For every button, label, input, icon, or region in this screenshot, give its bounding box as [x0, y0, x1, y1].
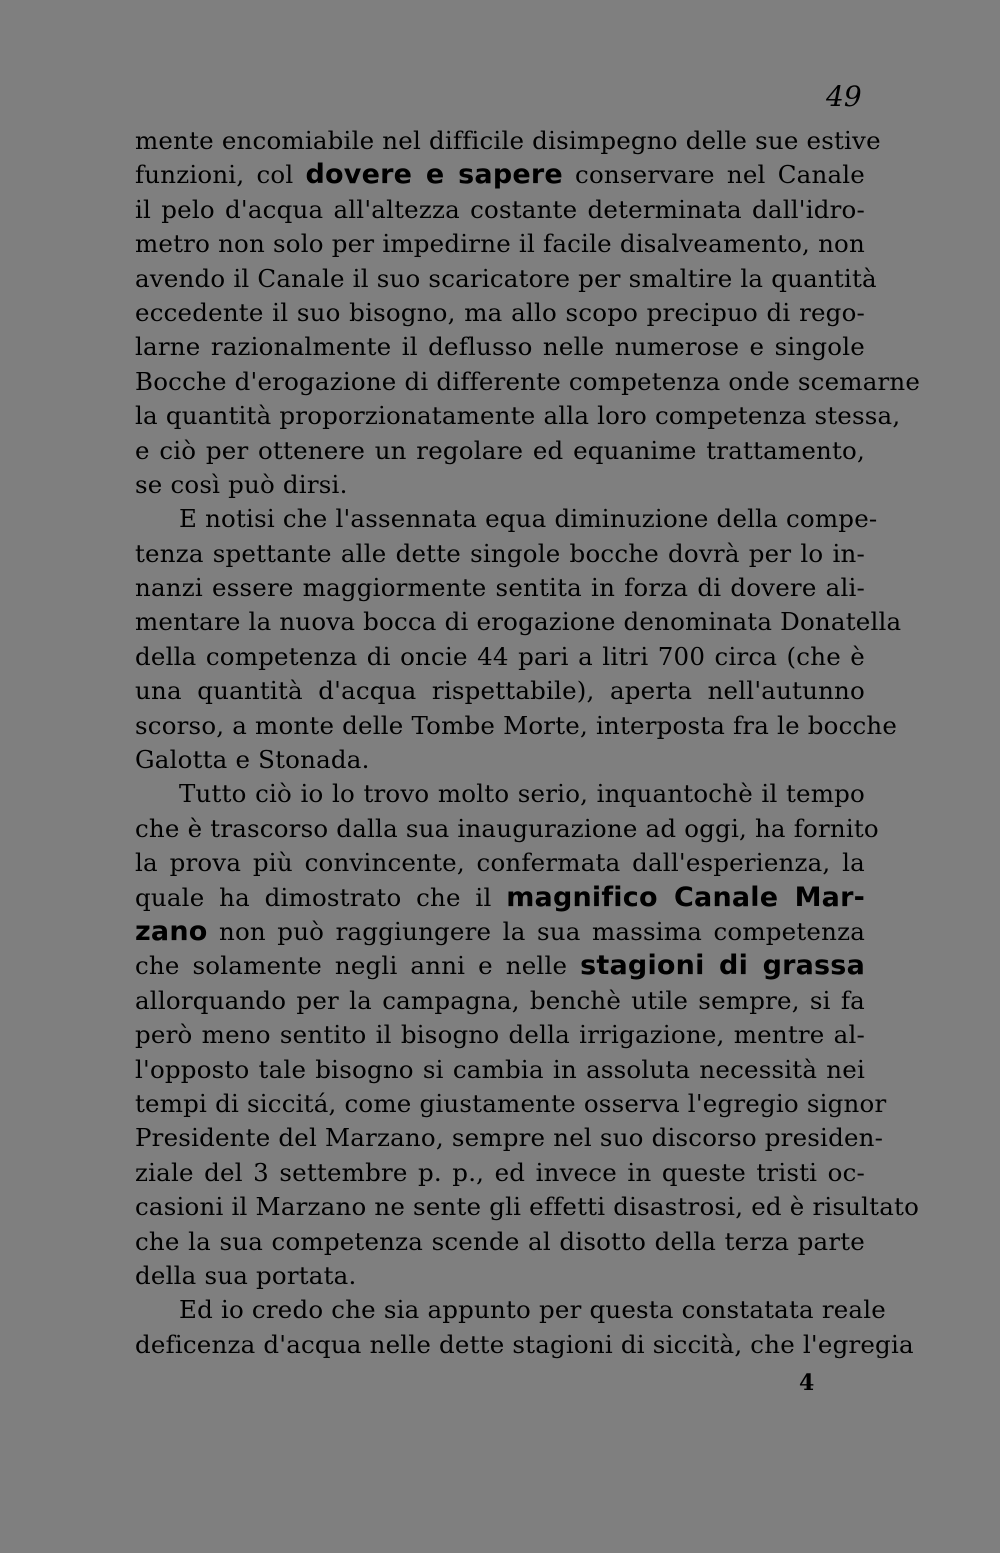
text-line [135, 124, 881, 158]
text-line [135, 1259, 865, 1293]
text-line [135, 296, 865, 330]
signature-mark: 4 [799, 1370, 815, 1396]
text-segment: una quantità d'acqua rispettabile), aperta nell'autunno [135, 676, 865, 706]
text-segment: Ed io credo che sia appunto per questa constatata reale [179, 1295, 886, 1325]
text-segment: che è trascorso dalla sua inaugurazione ad oggi, ha fornito [135, 813, 879, 843]
paragraph [135, 502, 902, 777]
text-segment: conservare nel Canale [562, 160, 865, 190]
text-segment: quale ha dimostrato che il [135, 882, 507, 912]
text-segment: funzioni, col [135, 160, 306, 190]
text-segment: l'opposto tale bisogno si cambia in assoluta necessità nei [135, 1054, 865, 1084]
text-line [135, 949, 865, 983]
text-line [135, 881, 865, 915]
text-segment: E notisi che l'assennata equa diminuzione della compe- [179, 504, 878, 534]
page-number: 49 [826, 80, 862, 113]
text-segment: eccedente il suo bisogno, ma allo scopo precipuo di rego- [135, 297, 865, 327]
text-line [135, 434, 865, 468]
text-segment: casioni il Marzano ne sente gli effetti disastrosi, ed è risultato [135, 1192, 920, 1222]
emphasized-text: magnifico Canale Mar- [506, 881, 865, 913]
text-line [135, 640, 865, 674]
text-segment: nanzi essere maggiormente sentita in forza di dovere ali- [135, 573, 865, 603]
text-segment: però meno sentito il bisogno della irrigazione, mentre al- [135, 1020, 865, 1050]
paragraph [135, 124, 921, 502]
paragraph [135, 777, 920, 1293]
text-line [135, 709, 898, 743]
text-segment: della sua portata. [135, 1260, 357, 1290]
text-segment: allorquando per la campagna, benchè utile sempre, si fa [135, 985, 865, 1015]
text-line [135, 1018, 865, 1052]
text-line [135, 399, 901, 433]
text-line [135, 1087, 887, 1121]
text-line [135, 330, 865, 364]
text-segment: che la sua competenza scende al disotto della terza parte [135, 1226, 865, 1256]
text-segment: ziale del 3 settembre p. p., ed invece in queste tristi oc- [135, 1157, 865, 1187]
body-text [135, 124, 921, 1362]
emphasized-text: dovere e sapere [305, 159, 563, 191]
text-segment: Presidente del Marzano, sempre nel suo discorso presiden- [135, 1123, 884, 1153]
text-line [135, 365, 921, 399]
text-line [135, 227, 865, 261]
text-line [135, 1190, 920, 1224]
text-line [135, 502, 878, 536]
text-line [135, 158, 865, 192]
text-segment: se così può dirsi. [135, 469, 348, 499]
text-line [135, 193, 865, 227]
text-segment: Galotta e Stonada. [135, 745, 370, 775]
text-segment: mente encomiabile nel difficile disimpegno delle sue estive [135, 126, 881, 155]
text-line [135, 1293, 886, 1327]
text-segment: Tutto ciò io lo trovo molto serio, inquantochè il tempo [179, 779, 865, 809]
text-line [135, 1053, 865, 1087]
text-line [135, 605, 902, 639]
text-segment: che solamente negli anni e nelle [135, 951, 581, 981]
emphasized-text: stagioni di grassa [580, 950, 865, 982]
text-line [135, 468, 865, 502]
text-line [135, 537, 865, 571]
text-segment: Bocche d'erogazione di differente competenza onde scemarne [135, 366, 921, 396]
text-line [135, 846, 865, 880]
text-line [135, 915, 865, 949]
text-segment: avendo il Canale il suo scaricatore per smaltire la quantità [135, 263, 877, 293]
text-segment: la quantità proporzionatamente alla loro competenza stessa, [135, 401, 901, 431]
text-segment: tenza spettante alle dette singole bocche dovrà per lo in- [135, 538, 865, 568]
text-segment: mentare la nuova bocca di erogazione denominata Donatella [135, 607, 902, 637]
text-line [135, 777, 865, 811]
text-line [135, 743, 865, 777]
paragraph [135, 1293, 914, 1362]
text-line [135, 1121, 884, 1155]
text-line [135, 984, 865, 1018]
text-line [135, 1328, 914, 1362]
text-segment: il pelo d'acqua all'altezza costante determinata dall'idro- [135, 194, 865, 224]
text-segment: deficenza d'acqua nelle dette stagioni di siccità, che l'egregia [135, 1329, 914, 1359]
text-line [135, 1225, 865, 1259]
text-segment: non può raggiungere la sua massima competenza [207, 916, 865, 946]
text-segment: scorso, a monte delle Tombe Morte, interposta fra le bocche [135, 710, 898, 740]
text-segment: larne razionalmente il deflusso nelle numerose e singole [135, 332, 865, 362]
emphasized-text: zano [135, 915, 208, 947]
text-line [135, 262, 877, 296]
text-line [135, 1156, 865, 1190]
text-segment: e ciò per ottenere un regolare ed equanime trattamento, [135, 435, 865, 465]
text-segment: la prova più convincente, confermata dall'esperienza, la [135, 848, 865, 878]
text-line [135, 674, 865, 708]
text-segment: della competenza di oncie 44 pari a litri 700 circa (che è [135, 641, 865, 671]
text-line [135, 571, 865, 605]
text-segment: tempi di siccitá, come giustamente osserva l'egregio signor [135, 1088, 887, 1118]
text-segment: metro non solo per impedirne il facile disalveamento, non [135, 229, 865, 259]
text-line [135, 812, 879, 846]
